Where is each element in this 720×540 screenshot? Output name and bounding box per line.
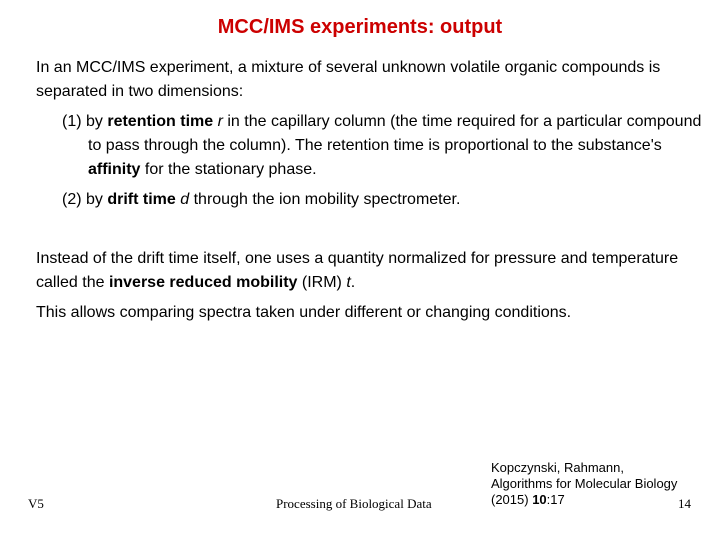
item1-prefix: (1) by <box>62 113 108 130</box>
footer-version: V5 <box>28 496 44 511</box>
item-retention-time <box>62 110 712 182</box>
page-number: 14 <box>678 496 691 511</box>
irm-suffix: . <box>350 274 356 291</box>
cite-authors: Kopczynski, Rahmann, <box>491 460 624 475</box>
item2-suffix: through the ion mobility spectrometer. <box>189 191 461 208</box>
retention-time-symbol: r <box>217 113 223 130</box>
irm-term: inverse reduced mobility <box>108 274 298 291</box>
cite-year: (2015) <box>491 492 533 507</box>
item-drift-time <box>62 188 712 212</box>
slide-title: MCC/IMS experiments: output <box>217 16 503 38</box>
footer-citation <box>491 460 701 508</box>
irm-middle: (IRM) <box>297 274 347 291</box>
item1-text: in the capillary column (the time required for a particular compound to pass through the column). The retention time is proportional to the substance's <box>88 113 702 154</box>
cite-pages: :17 <box>546 492 565 507</box>
compare-paragraph: This allows comparing spectra taken under different or changing conditions. <box>36 304 572 321</box>
item2-prefix: (2) by <box>62 191 108 208</box>
retention-time-term: retention time <box>107 113 214 130</box>
affinity-term: affinity <box>88 161 141 178</box>
intro-paragraph: In an MCC/IMS experiment, a mixture of several unknown volatile organic compounds is separated in two dimensions: <box>36 59 661 100</box>
drift-time-term: drift time <box>107 191 176 208</box>
drift-time-symbol: d <box>180 191 190 208</box>
irm-paragraph <box>36 247 686 295</box>
item1-suffix: for the stationary phase. <box>140 161 317 178</box>
cite-journal: Algorithms for Molecular Biology <box>491 476 678 491</box>
irm-prefix: Instead of the drift time itself, one uses a quantity normalized for pressure and temperature called the <box>36 250 679 291</box>
cite-line <box>491 492 701 508</box>
cite-volume: 10 <box>532 492 547 507</box>
footer-course: Processing of Biological Data <box>276 496 432 511</box>
irm-symbol: t <box>346 274 351 291</box>
